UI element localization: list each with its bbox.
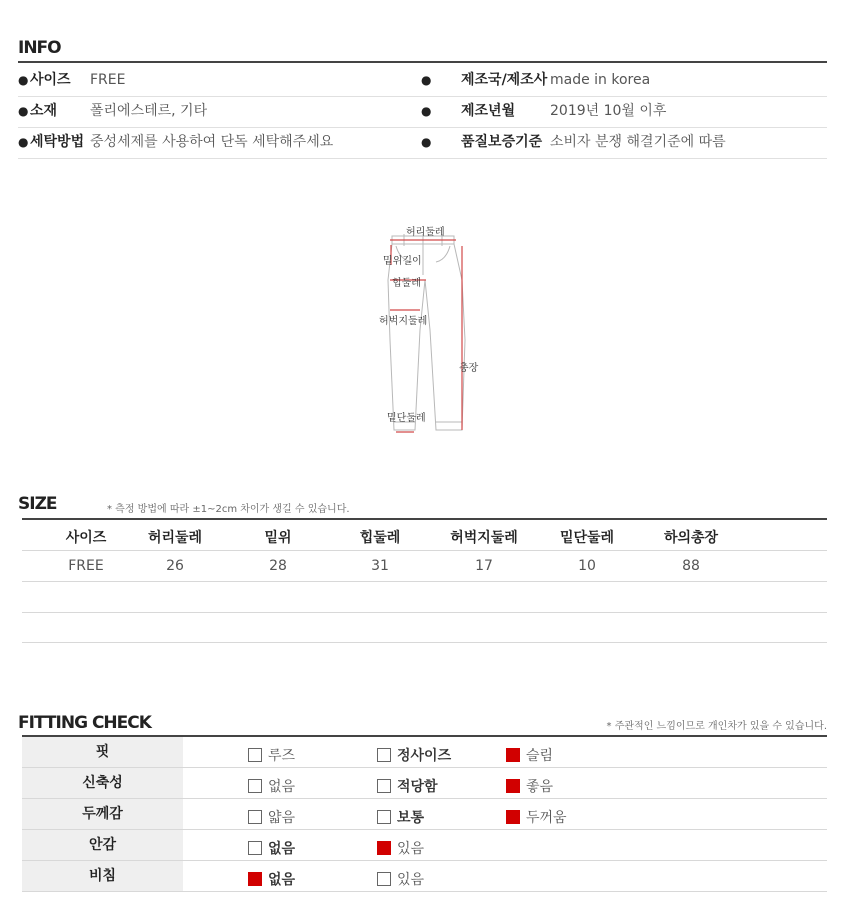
- info-key: 소재: [30, 103, 58, 119]
- table-divider: [22, 891, 827, 892]
- size-cell: 28: [269, 558, 287, 574]
- fitting-option-label: 정사이즈: [397, 748, 452, 764]
- size-cell: 31: [371, 558, 389, 574]
- info-value: 소비자 분쟁 해결기준에 따름: [550, 134, 726, 150]
- size-cell: FREE: [68, 558, 104, 574]
- info-key: 제조년월: [461, 103, 516, 119]
- fitting-option-label: 보통: [397, 810, 425, 826]
- fitting-option: [506, 807, 567, 827]
- thigh-label: 허벅지둘레: [379, 316, 428, 327]
- size-title: SIZE: [18, 494, 57, 514]
- size-header: 하의총장: [663, 530, 719, 546]
- bullet-icon: ●: [18, 135, 29, 149]
- size-header: 밑위: [264, 530, 292, 546]
- fitting-option: [377, 745, 451, 765]
- fitting-option-label: 슬림: [526, 748, 554, 764]
- info-row: [18, 96, 827, 128]
- fitting-option: [248, 776, 295, 796]
- size-cell: 10: [578, 558, 596, 574]
- table-divider: [22, 642, 827, 643]
- info-key: 세탁방법: [30, 134, 85, 150]
- fitting-option: [248, 869, 295, 889]
- size-header: 허리둘레: [147, 530, 203, 546]
- fitting-option: [506, 776, 553, 796]
- rise-label: 밑위길이: [383, 256, 422, 267]
- fitting-row-label: 신축성: [22, 768, 183, 798]
- fitting-row-label: 두께감: [22, 799, 183, 829]
- waist-label: 허리둘레: [406, 227, 445, 238]
- info-top-rule: [18, 61, 827, 63]
- info-key: 제조국/제조사: [461, 72, 548, 88]
- checked-box-icon: [248, 872, 262, 886]
- fitting-option: [248, 838, 295, 858]
- pants-measurement-diagram: [370, 220, 480, 445]
- fitting-option: [248, 745, 295, 765]
- unchecked-box-icon: [377, 779, 391, 793]
- bullet-icon: ●: [18, 73, 29, 87]
- unchecked-box-icon: [377, 748, 391, 762]
- fitting-option: [377, 807, 424, 827]
- fitting-option-label: 얇음: [268, 810, 296, 826]
- size-header: 힙둘레: [359, 530, 401, 546]
- fitting-row-label: 비침: [22, 861, 183, 891]
- unchecked-box-icon: [248, 748, 262, 762]
- info-value: FREE: [90, 72, 126, 88]
- size-header: 사이즈: [65, 530, 107, 546]
- fitting-row-label: 안감: [22, 830, 183, 860]
- table-divider: [22, 581, 827, 582]
- fitting-option-label: 좋음: [526, 779, 554, 795]
- fitting-note: * 주관적인 느낌이므로 개인차가 있을 수 있습니다.: [606, 721, 827, 732]
- checked-box-icon: [506, 779, 520, 793]
- fitting-option: [506, 745, 553, 765]
- hem-label: 밑단둘레: [387, 413, 426, 424]
- fitting-option: [377, 776, 438, 796]
- unchecked-box-icon: [248, 841, 262, 855]
- unchecked-box-icon: [377, 872, 391, 886]
- info-title: INFO: [18, 38, 61, 58]
- table-divider: [22, 612, 827, 613]
- unchecked-box-icon: [248, 810, 262, 824]
- fitting-option-label: 없음: [268, 872, 296, 888]
- size-note: * 측정 방법에 따라 ±1~2cm 차이가 생길 수 있습니다.: [107, 504, 350, 515]
- info-row: [18, 127, 827, 159]
- unchecked-box-icon: [377, 810, 391, 824]
- size-top-rule: [22, 518, 827, 520]
- fitting-option-label: 없음: [268, 841, 296, 857]
- table-divider: [22, 550, 827, 551]
- info-key: 사이즈: [30, 72, 71, 88]
- info-value: 폴리에스테르, 기타: [90, 103, 208, 119]
- fitting-option: [377, 838, 424, 858]
- checked-box-icon: [506, 748, 520, 762]
- fitting-option-label: 있음: [397, 872, 425, 888]
- unchecked-box-icon: [248, 779, 262, 793]
- fitting-option: [248, 807, 295, 827]
- fitting-option-label: 루즈: [268, 748, 296, 764]
- size-header: 밑단둘레: [559, 530, 615, 546]
- length-label: 총장: [459, 363, 479, 374]
- fitting-option-label: 적당함: [397, 779, 438, 795]
- size-cell: 88: [682, 558, 700, 574]
- info-key: 품질보증기준: [461, 134, 543, 150]
- hip-label: 힙둘레: [392, 278, 421, 289]
- fitting-option-label: 두꺼움: [526, 810, 567, 826]
- bullet-icon: ●: [421, 73, 432, 87]
- fitting-title: FITTING CHECK: [18, 713, 151, 733]
- checked-box-icon: [506, 810, 520, 824]
- bullet-icon: ●: [421, 135, 432, 149]
- info-row: [18, 65, 827, 97]
- info-value: 중성세제를 사용하여 단독 세탁해주세요: [90, 134, 334, 150]
- fitting-option-label: 있음: [397, 841, 425, 857]
- checked-box-icon: [377, 841, 391, 855]
- fitting-option-label: 없음: [268, 779, 296, 795]
- info-value: 2019년 10월 이후: [550, 103, 667, 119]
- info-value: made in korea: [550, 72, 651, 88]
- fitting-option: [377, 869, 424, 889]
- size-header: 허벅지둘레: [450, 530, 518, 546]
- fitting-row-label: 핏: [22, 737, 183, 767]
- bullet-icon: ●: [421, 104, 432, 118]
- size-cell: 17: [475, 558, 493, 574]
- size-cell: 26: [166, 558, 184, 574]
- bullet-icon: ●: [18, 104, 29, 118]
